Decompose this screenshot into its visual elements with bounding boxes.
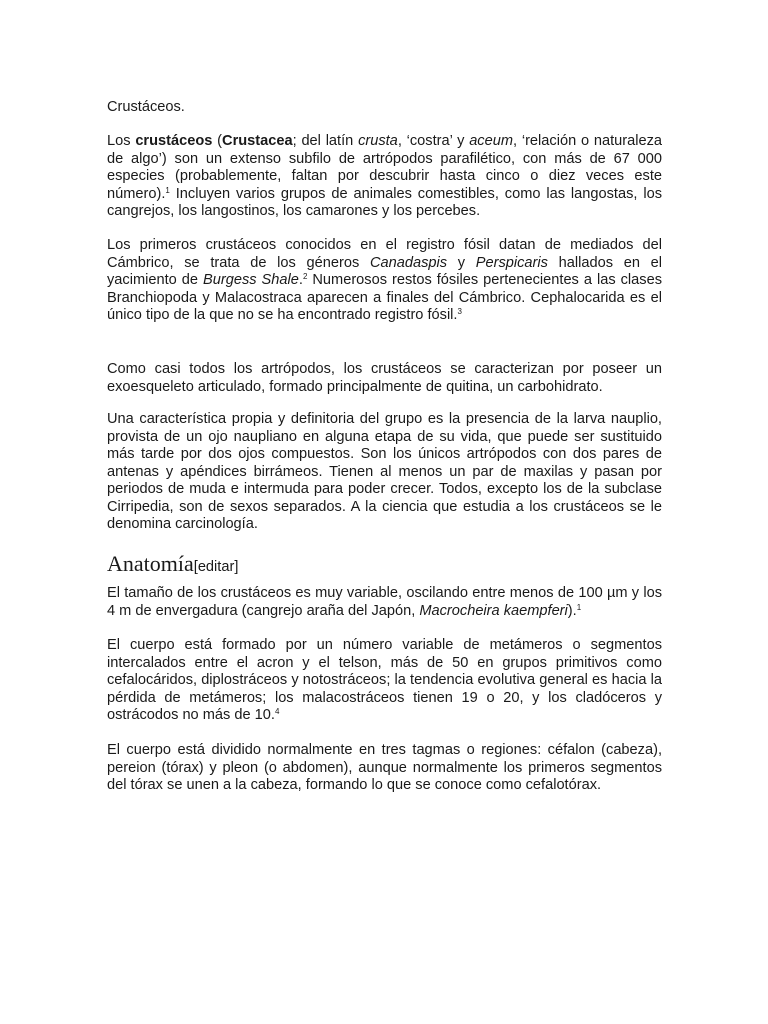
paragraph-intro: [107, 133, 662, 221]
italic-term: Canadaspis: [369, 254, 448, 271]
paragraph-fossil-record: [107, 237, 662, 325]
text-run: El tamaño de los crustáceos es muy variable, oscilando entre menos de 100 µm y los 4 m de envergadura (cangrejo araña del Japón,: [107, 585, 662, 619]
heading-text: Anatomía: [107, 551, 194, 576]
paragraph-exoskeleton: Como casi todos los artrópodos, los crustáceos se caracterizan por poseer un exoesqueleto articulado, formado principalmente de quitina, un carbohidrato.: [107, 361, 662, 395]
italic-term: crusta: [358, 133, 398, 149]
italic-term: Burgess Shale: [203, 272, 299, 288]
text-run: El cuerpo está formado por un número variable de metámeros o segmentos intercalados entre el acron y el telson, más de 50 en grupos primitivos como cefalocáridos, diplostráceos y notostráceos; la tendencia evolutiva general es hacia la pérdida de metámeros; los malacostráceos tienen 19 o 20, y los cladóceros y ostrácodos no más de 10.: [107, 637, 662, 723]
text-run: (: [212, 133, 223, 149]
footnote-ref[interactable]: 2: [302, 272, 308, 281]
text-run: Numerosos restos fósiles pertenecientes a las clases Branchiopoda y Malacostraca aparecen a finales del Cámbrico. Cephalocarida es el único tipo de la que no se ha encontrado registro fósil.: [107, 272, 662, 323]
text-run: hallados en el yacimiento de: [107, 254, 662, 288]
text-run: .: [298, 272, 303, 288]
document-title: Crustáceos.: [107, 99, 185, 115]
paragraph-size: [107, 585, 662, 620]
text-run: ; del latín: [292, 133, 359, 149]
text-run: ).: [567, 602, 577, 619]
text-run: Los: [107, 133, 136, 149]
text-run: Incluyen varios grupos de animales comestibles, como las langostas, los cangrejos, los langostinos, los camarones y los percebes.: [107, 185, 662, 219]
footnote-ref[interactable]: 4: [274, 707, 280, 716]
section-heading-anatomia: [107, 551, 238, 580]
italic-term: aceum: [469, 133, 513, 149]
text-run: , ‘costra’ y: [397, 133, 470, 149]
paragraph-segments: [107, 637, 662, 725]
footnote-ref[interactable]: 1: [576, 602, 582, 612]
bold-term: Crustacea: [222, 133, 293, 149]
footnote-ref[interactable]: 3: [457, 307, 462, 316]
paragraph-nauplius: Una característica propia y definitoria del grupo es la presencia de la larva nauplio, provista de un ojo naupliano en alguna etapa de su vida, que puede ser sustituido más tarde por dos ojos compuestos. Son los únicos artrópodos con dos pares de antenas y apéndices birrámeos. Tienen al menos un par de maxilas y pasan por periodos de muda e intermuda para poder crecer. Todos, excepto los de la subclase Cirripedia, son de sexos separados. A la ciencia que estudia a los crustáceos se le denomina carcinología.: [107, 411, 662, 532]
italic-term: Macrocheira kaempferi: [419, 602, 568, 619]
text-run: y: [447, 254, 476, 271]
bold-term: crustáceos: [135, 133, 213, 149]
text-run: Los primeros crustáceos conocidos en el registro fósil datan de mediados del Cámbrico, se trata de los géneros: [107, 237, 662, 271]
edit-link[interactable]: [editar]: [193, 559, 239, 575]
text-run: , ‘relación o naturaleza de algo’) son un extenso subfilo de artrópodos parafilético, con más de 67 000 especies (probablemente, faltan por descubrir hasta cinco o diez veces este número).: [107, 133, 663, 202]
paragraph-tagmas: El cuerpo está dividido normalmente en tres tagmas o regiones: céfalon (cabeza), pereion (tórax) y pleon (o abdomen), aunque normalmente los primeros segmentos del tórax se unen a la cabeza, formando lo que se conoce como cefalotórax.: [107, 742, 662, 793]
italic-term: Perspicaris: [475, 254, 548, 271]
footnote-ref[interactable]: 1: [165, 185, 170, 195]
